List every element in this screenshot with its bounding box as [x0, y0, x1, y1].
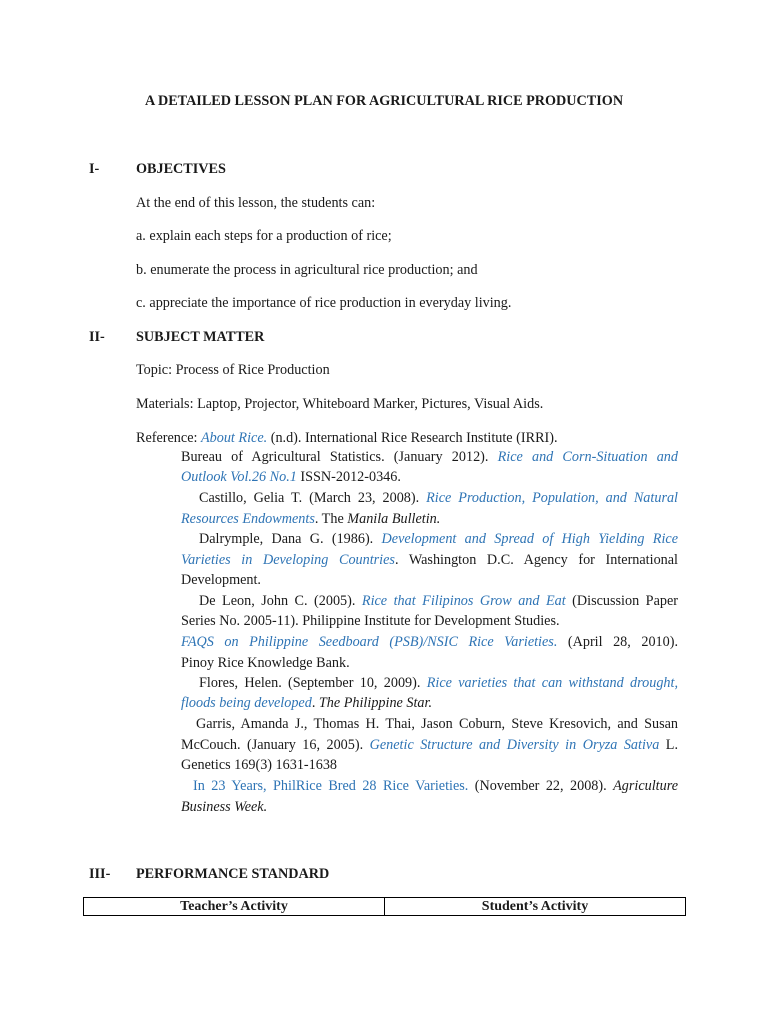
activity-table [83, 897, 686, 916]
objective-item-c: c. appreciate the importance of rice production in everyday living. [136, 295, 512, 311]
reference-journal: Agriculture [613, 778, 678, 794]
reference-text: McCouch. (January 16, 2005). [181, 737, 370, 753]
reference-9-line-1 [193, 778, 678, 795]
reference-link-development-spread[interactable]: Development and Spread of High Yielding Rice [381, 531, 678, 547]
document-title: A DETAILED LESSON PLAN FOR AGRICULTURAL RICE PRODUCTION [144, 93, 624, 109]
reference-text: . Washington D.C. Agency for International [394, 552, 678, 568]
reference-1 [136, 430, 558, 447]
materials-line: Materials: Laptop, Projector, Whiteboard Marker, Pictures, Visual Aids. [136, 396, 544, 412]
section-heading-objectives: OBJECTIVES [136, 161, 226, 177]
reference-7-line-1 [199, 675, 678, 692]
reference-8-line-2 [181, 737, 678, 754]
reference-link-faqs-seedboard[interactable]: FAQS on Philippine Seedboard (PSB)/NSIC Rice Varieties. [181, 634, 558, 650]
reference-3-line-2 [181, 511, 678, 528]
reference-link-rice-filipinos[interactable]: Rice that Filipinos Grow and Eat [361, 593, 566, 609]
table-header-row [84, 898, 686, 916]
teacher-activity-header: Teacher’s Activity [84, 898, 385, 916]
reference-text: Castillo, Gelia T. (March 23, 2008). [199, 490, 427, 506]
reference-2-line-1 [181, 449, 678, 466]
reference-text: Flores, Helen. (September 10, 2009). [199, 675, 427, 691]
section-heading-subject-matter: SUBJECT MATTER [136, 329, 265, 345]
reference-link-about-rice[interactable]: About Rice. [200, 430, 268, 446]
reference-4-line-3: Development. [181, 572, 261, 588]
reference-5-line-1 [199, 593, 678, 610]
reference-8-line-1: Garris, Amanda J., Thomas H. Thai, Jason Coburn, Steve Kresovich, and Susan [196, 716, 678, 732]
reference-link-rice-varieties-drought-cont[interactable]: floods being developed [181, 695, 312, 711]
objective-item-a: a. explain each steps for a production of rice; [136, 228, 392, 244]
reference-8-line-3: Genetics 169(3) 1631-1638 [181, 757, 338, 773]
reference-text: De Leon, John C. (2005). [199, 593, 362, 609]
objectives-intro: At the end of this lesson, the students can: [136, 195, 376, 211]
reference-journal: Manila Bulletin. [347, 511, 441, 527]
section-number-objectives: I- [89, 161, 100, 177]
reference-link-rice-corn-situation-cont[interactable]: Outlook Vol.26 No.1 [181, 469, 297, 485]
reference-text: (April 28, 2010). [557, 634, 678, 650]
reference-label: Reference: [136, 430, 201, 446]
reference-link-philrice[interactable]: In 23 Years, PhilRice Bred 28 Rice Varieties. [193, 778, 469, 794]
reference-link-development-spread-cont[interactable]: Varieties in Developing Countries [181, 552, 395, 568]
student-activity-header: Student’s Activity [385, 898, 686, 916]
reference-text: (Discussion Paper [565, 593, 678, 609]
reference-4-line-2 [181, 552, 678, 569]
reference-5-line-2: Series No. 2005-11). Philippine Institute for Development Studies. [181, 613, 560, 629]
reference-6-line-1 [181, 634, 678, 651]
reference-link-genetic-structure[interactable]: Genetic Structure and Diversity in Oryza Sativa [369, 737, 660, 753]
reference-2-line-2 [181, 469, 678, 486]
reference-text: L. [659, 737, 678, 753]
reference-text: Bureau of Agricultural Statistics. (January 2012). [181, 449, 498, 465]
reference-4-line-1 [199, 531, 678, 548]
reference-journal: The Philippine Star. [318, 695, 433, 711]
reference-3-line-1 [199, 490, 678, 507]
reference-link-rice-corn-situation[interactable]: Rice and Corn-Situation and [497, 449, 678, 465]
reference-text: . [311, 695, 319, 711]
section-heading-performance-standard: PERFORMANCE STANDARD [136, 866, 330, 882]
reference-link-rice-production-population-cont[interactable]: Resources Endowments [181, 511, 315, 527]
objective-item-b: b. enumerate the process in agricultural rice production; and [136, 262, 478, 278]
topic-line: Topic: Process of Rice Production [136, 362, 330, 378]
section-number-performance-standard: III- [89, 866, 111, 882]
reference-text: (n.d). International Rice Research Institute (IRRI). [267, 430, 558, 446]
reference-text: ISSN-2012-0346. [296, 469, 401, 485]
reference-link-rice-production-population[interactable]: Rice Production, Population, and Natural [426, 490, 678, 506]
reference-7-line-2 [181, 695, 678, 712]
reference-text: (November 22, 2008). [468, 778, 614, 794]
reference-link-rice-varieties-drought[interactable]: Rice varieties that can withstand drought, [426, 675, 678, 691]
reference-9-line-2: Business Week. [181, 799, 268, 815]
reference-text: Dalrymple, Dana G. (1986). [199, 531, 382, 547]
reference-6-line-2: Pinoy Rice Knowledge Bank. [181, 655, 350, 671]
section-number-subject-matter: II- [89, 329, 105, 345]
reference-text: . The [314, 511, 348, 527]
